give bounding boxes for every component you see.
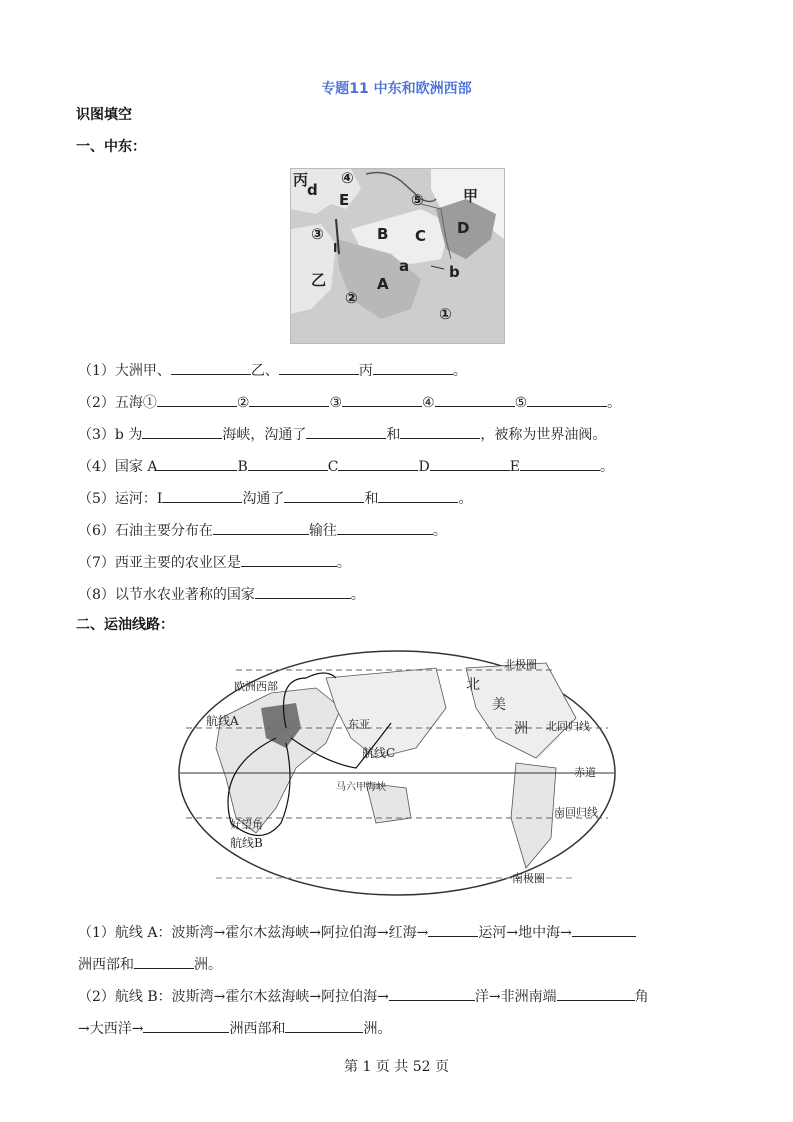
answer-blank[interactable]: [285, 1018, 363, 1033]
label-route-c: 航线C: [362, 746, 396, 760]
label-north-tropic: 北回归线: [546, 720, 590, 733]
label-sea-4: ④: [341, 169, 354, 187]
answer-blank[interactable]: [389, 986, 475, 1001]
answer-blank[interactable]: [428, 922, 478, 937]
question-1: （1）大洲甲、 乙、 丙 。: [78, 360, 467, 380]
answer-blank[interactable]: [284, 488, 364, 503]
question-4: （4）国家 A B C D E 。: [78, 456, 614, 476]
label-b: b: [449, 263, 460, 281]
route-question-2-cont: →大西洋→ 洲西部和 洲。: [78, 1018, 391, 1038]
question-5: （5）运河：I 沟通了 和 。: [78, 488, 472, 508]
label-jia: 甲: [463, 187, 479, 205]
answer-blank[interactable]: [255, 584, 351, 599]
part1-heading: 一、中东：: [76, 139, 146, 155]
label-sea-5: ⑤: [411, 191, 424, 209]
label-country-b: B: [377, 225, 389, 243]
route-question-2: （2）航线 B：波斯湾→霍尔木兹海峡→阿拉伯海→ 洋→非洲南端 角: [78, 986, 649, 1006]
answer-blank[interactable]: [557, 986, 635, 1001]
label-yi: 乙: [311, 271, 327, 289]
question-3: （3）b 为 海峡，沟通了 和 ，被称为世界油阀。: [78, 424, 606, 444]
route-question-1-cont: 洲西部和 洲。: [78, 954, 222, 974]
answer-blank[interactable]: [572, 922, 636, 937]
label-sea-1: ①: [439, 305, 452, 323]
label-south-tropic: 南回归线: [554, 806, 598, 819]
label-europe-west: 欧洲西部: [234, 680, 278, 693]
label-mei: 美: [492, 697, 506, 713]
page-title: 专题11 中东和欧洲西部: [321, 81, 472, 97]
label-sea-3: ③: [311, 225, 324, 243]
label-east-asia: 东亚: [348, 718, 370, 731]
answer-blank[interactable]: [142, 424, 222, 439]
answer-blank[interactable]: [248, 456, 328, 471]
label-d: d: [307, 181, 318, 199]
answer-blank[interactable]: [143, 1018, 229, 1033]
answer-blank[interactable]: [162, 488, 242, 503]
label-a: a: [399, 257, 410, 275]
page-footer: 第 1 页 共 52 页: [344, 1059, 449, 1075]
label-bing: 丙: [293, 171, 309, 189]
answer-blank[interactable]: [157, 456, 237, 471]
answer-blank[interactable]: [373, 360, 453, 375]
answer-blank[interactable]: [134, 954, 194, 969]
answer-blank[interactable]: [337, 520, 433, 535]
question-2: （2）五海① ② ③ ④ ⑤ 。: [78, 392, 621, 412]
question-7: （7）西亚主要的农业区是 。: [78, 552, 351, 572]
answer-blank[interactable]: [435, 392, 515, 407]
label-cape: 好望角: [230, 818, 263, 831]
label-antarctic: 南极圈: [512, 872, 545, 885]
answer-blank[interactable]: [430, 456, 510, 471]
answer-blank[interactable]: [171, 360, 251, 375]
answer-blank[interactable]: [306, 424, 386, 439]
label-arctic: 北极圈: [504, 658, 537, 671]
answer-blank[interactable]: [249, 392, 329, 407]
answer-blank[interactable]: [400, 424, 480, 439]
route-question-1: （1）航线 A：波斯湾→霍尔木兹海峡→阿拉伯海→红海→ 运河→地中海→: [78, 922, 636, 942]
answer-blank[interactable]: [338, 456, 418, 471]
middle-east-map: [290, 168, 505, 344]
answer-blank[interactable]: [241, 552, 337, 567]
label-route-b: 航线B: [230, 836, 263, 850]
label-route-a: 航线A: [206, 714, 239, 728]
label-equator: 赤道: [574, 766, 596, 779]
answer-blank[interactable]: [520, 456, 600, 471]
oil-route-world-map: [176, 648, 618, 898]
label-malacca: 马六甲海峡: [336, 782, 386, 793]
label-zhou: 洲: [514, 721, 528, 737]
label-north: 北: [466, 677, 480, 693]
label-country-c: C: [415, 227, 427, 245]
answer-blank[interactable]: [378, 488, 458, 503]
label-country-e: E: [339, 191, 350, 209]
label-canal-i: I: [333, 241, 338, 255]
question-8: （8）以节水农业著称的国家 。: [78, 584, 365, 604]
label-sea-2: ②: [345, 289, 358, 307]
section-label: 识图填空: [76, 107, 132, 123]
answer-blank[interactable]: [157, 392, 237, 407]
label-country-a: A: [377, 275, 389, 293]
label-country-d: D: [457, 219, 470, 237]
question-6: （6）石油主要分布在 输往 。: [78, 520, 447, 540]
answer-blank[interactable]: [527, 392, 607, 407]
answer-blank[interactable]: [342, 392, 422, 407]
answer-blank[interactable]: [213, 520, 309, 535]
answer-blank[interactable]: [279, 360, 359, 375]
part2-heading: 二、运油线路：: [76, 617, 174, 633]
